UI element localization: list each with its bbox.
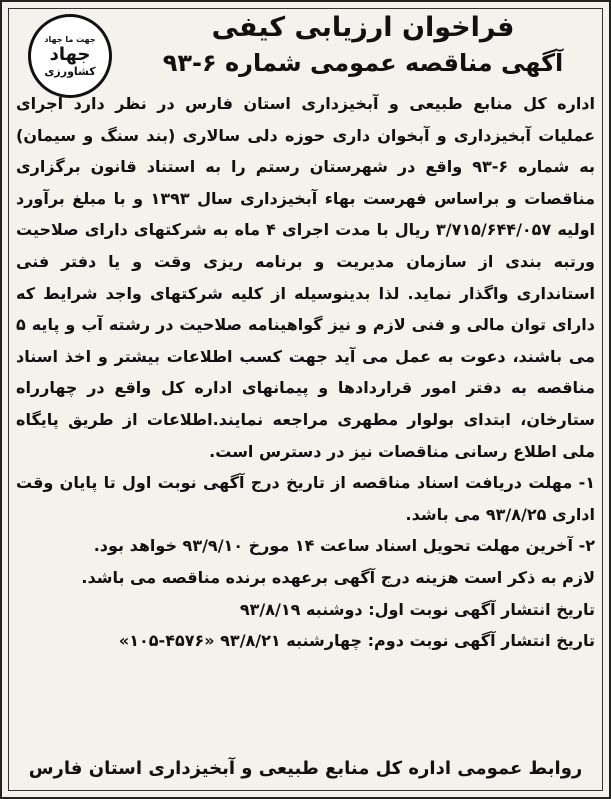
jihad-agriculture-logo [28, 14, 112, 98]
logo-main-text: جهاد [49, 43, 91, 65]
logo-top-text: جهت ما جهاد [44, 34, 96, 44]
cost-note: لازم به ذکر است هزینه درج آگهی برعهده برنده مناقصه می باشد. [81, 567, 595, 587]
logo-bottom-text: کشاورزی [44, 64, 96, 78]
advertisement-body [16, 88, 595, 657]
page-title: فراخوان ارزیابی کیفی [211, 12, 515, 43]
publish-date-1: تاریخ انتشار آگهی نوبت اول: دوشنبه ۹۳/۸/۱۹ [239, 599, 595, 619]
deadline-item-1: ۱- مهلت دریافت اسناد مناقصه از تاریخ درج آگهی نوبت اول تا پایان وقت اداری ۹۳/۸/۲۵ می باشد. [16, 473, 595, 524]
page-subtitle: آگهی مناقصه عمومی شماره ۶-۹۳ [162, 49, 564, 77]
publish-date-2: تاریخ انتشار آگهی نوبت دوم: چهارشنبه ۹۳/۸/۲۱ «۴۵۷۶-۱۰۵» [118, 631, 595, 651]
footer-signature: روابط عمومی اداره کل منابع طبیعی و آبخیزداری استان فارس [28, 758, 583, 779]
deadline-item-2: ۲- آخرین مهلت تحویل اسناد ساعت ۱۴ مورخ ۹۳/۹/۱۰ خواهد بود. [93, 536, 595, 556]
headline [133, 10, 593, 80]
main-paragraph: اداره کل منابع طبیعی و آبخیزداری استان فارس در نظر دارد اجرای عملیات آبخیزداری و آبخوان داری حوزه دلی سالاری (بند سنگ و سیمان) به شماره ۶-۹۳ واقع در شهرستان رستم را به استناد قانون برگزاری مناقصات و براساس فهرست بهاء آبخیزداری سال ۱۳۹۳ و با مبلغ برآورد اولیه ۳/۷۱۵/۶۴۴/۰۵۷ ریال با مدت اجرای ۴ ماه به شرکتهای دارای صلاحیت ورتبه بندی از سازمان مدیریت و برنامه ریزی وقت و یا دفتر فنی استانداری واگذار نماید. لذا بدینوسیله از کلیه شرکتهای واجد شرایط که دارای توان مالی و فنی لازم و نیز گواهینامه صلاحیت در رشته آب و پایه ۵ می باشند، دعوت به عمل می آید جهت کسب اطلاعات بیشتر و اخذ اسناد مناقصه به دفتر امور قراردادها و پیمانهای اداره کل واقع در چهارراه ستارخان، ابتدای بولوار مطهری مراجعه نمایند.اطلاعات از طریق پایگاه ملی اطلاع رسانی مناقصات نیز در دسترس است. [16, 94, 596, 461]
